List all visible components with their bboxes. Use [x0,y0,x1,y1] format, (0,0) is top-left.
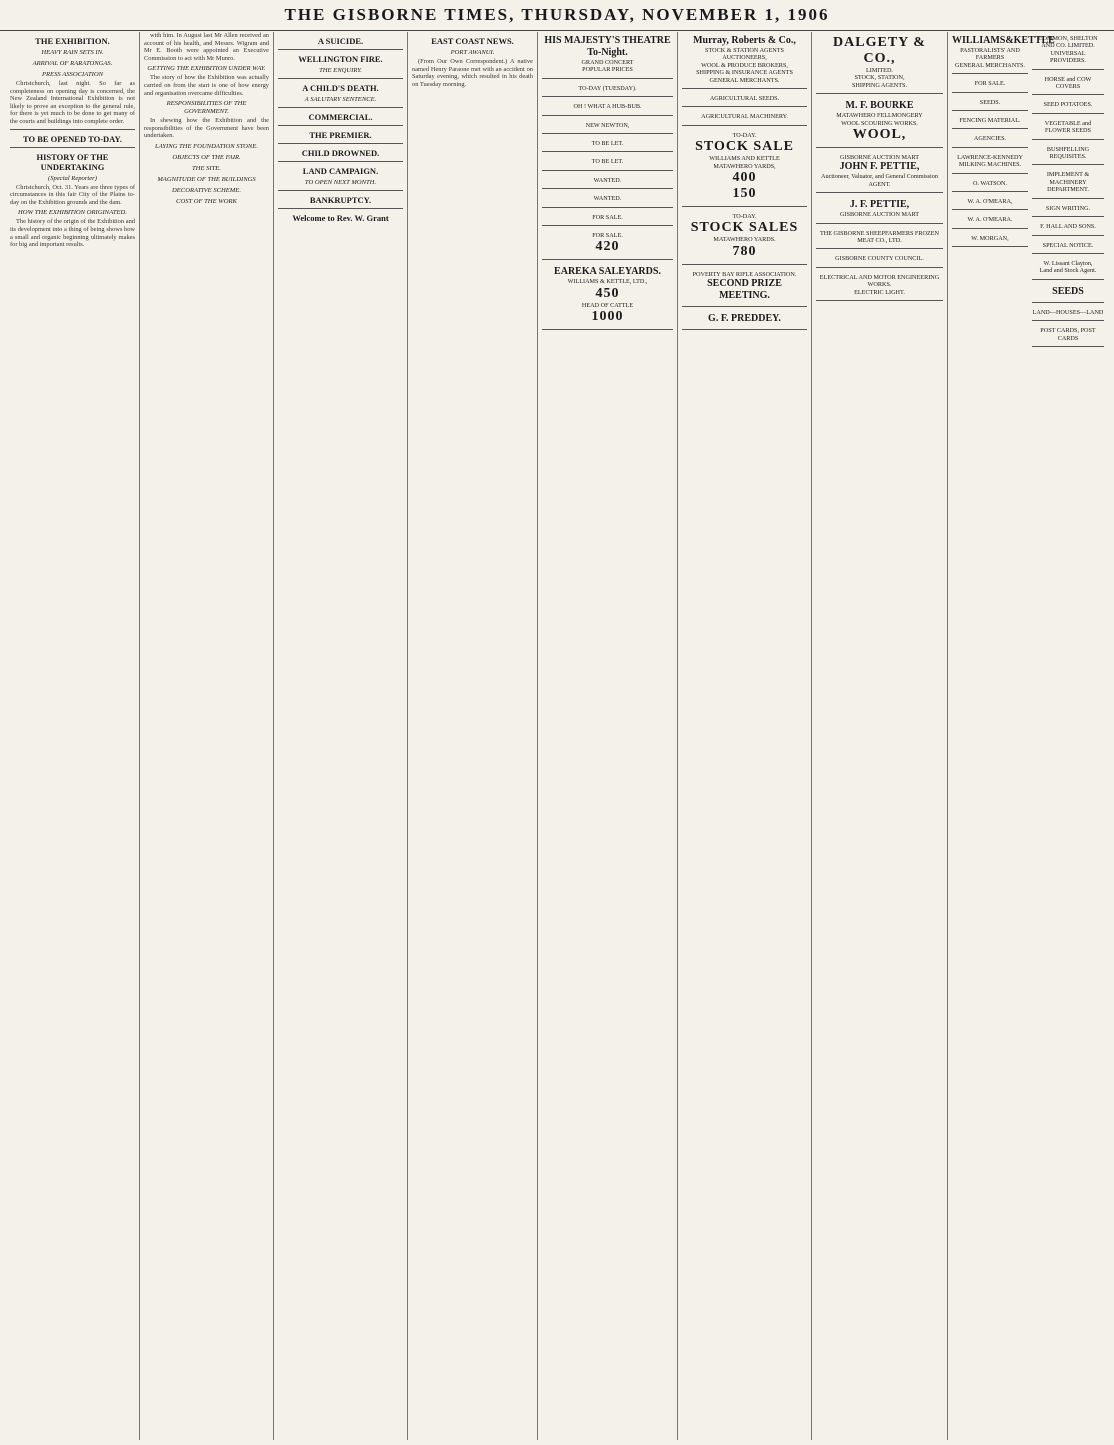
advert [952,132,1028,147]
byline: PRESS ASSOCIATION [42,71,103,78]
advert-line: Auctioneer, Valuator, and General Commission AGENT. [821,173,938,188]
advert [682,310,807,330]
advert-title: HORSE and COW COVERS [1044,75,1092,91]
subheadline: MAGNITUDE OF THE BUILDINGS [157,175,256,183]
advert-title: VEGETABLE and FLOWER SEEDS [1044,119,1092,135]
column-1 [6,32,140,1440]
columns [6,32,1108,1440]
advert-subtitle: Land and Stock Agent. [1039,267,1097,275]
advert-line: MATAWHERO YARDS, [713,162,776,170]
advert [542,155,673,170]
divider [278,161,403,162]
headline: COMMERCIAL. [308,112,373,122]
advert-line: AUCTIONEERS, [722,54,767,62]
advert [682,110,807,125]
article-text: Christchurch, last night. So far as completeness on opening day is concerned, the New Zealand International Exhibition is not likely to prove an exception to the general rule, for there is yet much to be done to get many of the courts and buildings into complete order. [10,80,135,125]
advert [1032,202,1104,217]
advert-line: WOOL SCOURING WORKS. [841,119,918,127]
advert-title: TO BE LET. [591,158,624,166]
column-7 [812,32,948,1440]
advert [1032,220,1104,235]
advert-theatre [542,32,673,79]
column-8-right [1032,32,1104,350]
masthead: THE GISBORNE TIMES, THURSDAY, NOVEMBER 1, 1906 [0,0,1114,31]
byline: (Special Reporter) [48,174,97,182]
advert-line: PASTORALISTS' AND FARMERS [960,47,1020,62]
column-4 [408,32,538,1440]
advert [952,151,1028,174]
advert [682,92,807,107]
divider [278,107,403,108]
advert-title: EAREKA SALEYARDS. [554,266,661,278]
advert [952,77,1028,92]
advert-title: COMMON, SHELTON AND CO. LIMITED. [1038,35,1098,50]
advert-title: OH ! WHAT A HUB-BUB. [573,103,642,111]
divider [278,143,403,144]
headline: LAND CAMPAIGN. [302,166,379,176]
advert-title: DALGETY & CO., [833,35,926,66]
advert-auction-mart [816,151,943,193]
advert [542,137,673,152]
advert-electrical [816,271,943,301]
advert-number: 1000 [591,309,624,325]
advert-number: 450 [595,285,620,301]
advert-title: FOR SALE. [592,232,623,240]
article-text: Christchurch, Oct. 31. Years are three types of circumstances in this fair City of the Plains to-day on the Exhibition grounds and the dam. [10,183,135,206]
advert-line: STOCK, STATION, [854,74,905,82]
advert-bourke [816,97,943,148]
advert [542,82,673,97]
advert-title: AGRICULTURAL MACHINERY. [701,113,788,121]
advert [1032,168,1104,198]
advert [1032,98,1104,113]
advert [952,195,1028,210]
advert-county-council [816,252,943,267]
headline: TO BE OPENED TO-DAY. [22,133,123,144]
article-text: with him. In August last Mr Allen received an account of his health, and Messrs. Wigram and Mr E. Booth were appointed an Executive Commission to act with Mr Munro. [144,32,269,62]
advert [952,96,1028,111]
advert-stock-sale [682,129,807,207]
advert-murray-roberts [682,32,807,89]
advert-title: J. F. PETTIE, [849,199,910,211]
advert-title: WANTED. [593,176,622,184]
advert-title: O. WATSON. [972,179,1008,187]
headline: A SUICIDE. [317,36,364,46]
advert-line: POPULAR PRICES [582,66,633,74]
advert-williams-kettle [952,32,1055,74]
advert-title: WILLIAMS&KETTLE [952,35,1055,46]
advert-title: M. F. BOURKE [845,100,914,112]
advert-title: Murray, Roberts & Co., [693,35,796,46]
advert-title: W. A. O'MEARA. [967,216,1013,224]
column-6 [678,32,812,1440]
headline: THE PREMIER. [309,130,372,140]
advert [1032,143,1104,166]
advert-subtitle: TO-DAY. [732,213,757,221]
advert [1032,324,1104,347]
divider [278,49,403,50]
advert [542,174,673,189]
subheadline: RESPONSIBILITIES OF THE GOVERNMENT. [166,100,247,116]
advert-title: LAND—HOUSES—LAND [1032,308,1104,316]
subheadline: THE ENQUIRY. [319,67,362,74]
advert-title: GISBORNE AUCTION MART [839,154,920,162]
advert-title: SEED POTATOES. [1043,101,1093,109]
advert-line: MATAWHERO YARDS. [713,236,776,244]
advert [542,229,673,260]
subheadline: ARRIVAL OF RARATONGAS. [32,60,113,67]
advert-title: HIS MAJESTY'S THEATRE [544,35,671,46]
advert [952,177,1028,192]
subheadline: DECORATIVE SCHEME. [172,186,241,194]
advert-title: TO-DAY (TUESDAY). [578,84,637,92]
advert-number: 400 [732,170,757,186]
advert-number: 780 [732,243,757,259]
advert-line: WILLIAMS & KETTLE, LTD., [567,278,648,286]
subheadline: THE SITE. [192,164,221,172]
advert-title: LAWRENCE-KENNEDY MILKING MACHINES. [957,153,1023,169]
advert-line: LIMITED. [866,67,893,74]
advert-line: MATAWHERO FELLMONGERY [836,112,923,120]
advert [1032,306,1104,321]
advert-saleyards [542,263,673,330]
advert-title: STOCK SALE [695,139,794,155]
divider [10,147,135,148]
advert-title: FOR SALE. [592,213,623,221]
advert [542,192,673,207]
advert-line: GRAND CONCERT [581,59,634,66]
advert-line: WOOL & PRODUCE BROKERS, [701,61,788,69]
subheadline: GETTING THE EXHIBITION UNDER WAY. [147,65,266,73]
advert-title: W. Lissant Clayton, [1043,259,1093,267]
advert-dalgety [816,32,943,94]
advert-title: AGENCIES. [973,135,1007,143]
subheadline: TO OPEN NEXT MONTH. [304,179,377,186]
advert-line: STOCK & STATION AGENTS [705,47,784,54]
advert-title: THE GISBORNE SHEEPFARMERS FROZEN MEAT CO., LTD. [819,229,939,245]
advert [1032,239,1104,254]
subheadline: COST OF THE WORK [176,197,237,205]
advert-title: SIGN WRITING. [1045,204,1091,212]
headline: A CHILD'S DEATH. [302,83,379,93]
advert-number: 420 [595,239,620,255]
advert-title: F. HALL AND SONS. [1040,223,1096,231]
column-5 [538,32,678,1440]
advert-title: AGRICULTURAL SEEDS. [709,95,780,103]
advert-clayton [1032,257,1104,280]
column-8 [948,32,1108,1440]
article-text: (From Our Own Correspondent.) A native named Henry Paraone met with an accident on Saturday evening, which resulted in his death on Tuesday morning. [412,58,533,88]
advert-title: SEEDS [1052,285,1084,297]
advert-title: W. A. O'MEARA, [967,198,1013,206]
advert-title: G. F. PREDDEY. [708,313,781,325]
advert-line: GENERAL MERCHANTS. [955,61,1025,69]
advert-line: WILLIAMS AND KETTLE [709,155,780,163]
headline: HISTORY OF THE UNDERTAKING [36,151,109,172]
advert-title: GISBORNE COUNTY COUNCIL. [835,255,924,263]
column-3 [274,32,408,1440]
column-8-left [952,32,1055,350]
advert [542,100,673,115]
headline: BANKRUPTCY. [309,195,372,205]
advert-title: TO BE LET. [591,140,624,148]
advert-line: HEAD OF CATTLE [581,301,634,309]
subheadline: HEAVY RAIN SETS IN. [41,49,104,56]
advert-title: W. MORGAN, [971,234,1009,242]
headline: EAST COAST NEWS. [431,36,514,46]
subheadline: LAYING THE FOUNDATION STONE. [155,142,258,150]
divider [278,208,403,209]
subheadline: OBJECTS OF THE FAIR. [172,153,241,161]
advert-title: SPECIAL NOTICE. [1042,241,1094,249]
advert-title: POST CARDS, POST CARDS [1040,327,1096,342]
advert-subtitle: To-Night. [587,47,628,58]
divider [278,190,403,191]
advert-line: SHIPPING AGENTS. [851,81,907,89]
article-text: The story of how the Exhibition was actually carried on from the start is one of how energy and organisation overcame difficulties. [144,74,269,97]
subheadline: A SALUTARY SENTENCE. [304,96,377,103]
advert [1032,73,1104,96]
divider [278,78,403,79]
advert-title: WANTED. [593,195,622,203]
column-2 [140,32,274,1440]
headline: CHILD DROWNED. [301,148,380,158]
article-text: The history of the origin of the Exhibition and its development into a thing of being shows how a small and organic beginning ultimately makes for big and important results. [10,218,135,249]
advert-title: SEEDS. [979,98,1001,106]
advert [952,114,1028,129]
headline: WELLINGTON FIRE. [298,54,383,64]
advert [542,119,673,134]
advert-subtitle: TO-DAY. [732,131,757,139]
advert-rifle-association [682,268,807,307]
advert-line: ELECTRIC LIGHT. [854,288,905,296]
subheadline: HOW THE EXHIBITION ORIGINATED. [18,209,127,217]
advert-line: GISBORNE AUCTION MART [839,211,920,219]
divider [10,129,135,130]
advert-frozen-meat [816,227,943,250]
advert [952,232,1028,247]
advert [952,213,1028,228]
advert-pettie [816,196,943,223]
advert-title: STOCK SALES [690,220,799,236]
advert-common-shelton [1032,32,1104,70]
column-8-split [952,32,1104,350]
advert-number: 150 [732,186,757,202]
headline: THE EXHIBITION. [35,36,110,46]
advert [1032,117,1104,140]
advert-title: BUSHFELLING REQUISITES. [1046,145,1090,161]
advert-title: ELECTRICAL AND MOTOR ENGINEERING WORKS. [819,273,940,289]
advert-subtitle: UNIVERSAL PROVIDERS. [1050,49,1086,65]
headline: Welcome to Rev. W. Grant [292,213,389,223]
advert-title: FOR SALE. [974,80,1006,88]
advert-title: IMPLEMENT & MACHINERY DEPARTMENT. [1046,171,1090,194]
advert-line: GENERAL MERCHANTS. [709,76,780,84]
advert-title: FENCING MATERIAL. [959,117,1021,125]
advert-subtitle: SECOND PRIZE MEETING. [707,278,782,302]
divider [278,125,403,126]
advert [542,211,673,226]
article-text: In shewing how the Exhibition and the responsibilities of the Government have been undertaken. [144,117,269,140]
advert-line: SHIPPING & INSURANCE AGENTS [696,69,793,77]
advert-title: POVERTY BAY RIFLE ASSOCIATION. [692,270,797,278]
advert-stock-sales [682,210,807,265]
advert [1032,283,1104,303]
subheadline: PORT AWANUI. [450,49,495,56]
advert-subtitle: JOHN F. PETTIE, [839,161,920,173]
advert-line: WOOL, [852,127,907,143]
advert-title: NEW NEWTON, [585,121,630,129]
